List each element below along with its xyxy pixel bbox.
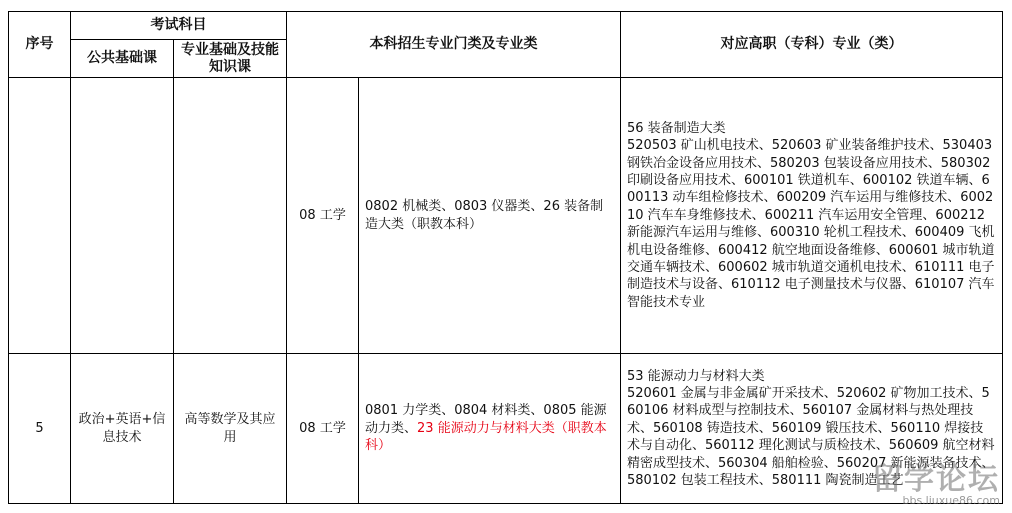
cell-major-class xyxy=(359,354,621,504)
cell-seq: 5 xyxy=(9,354,71,504)
cell-category: 08 工学 xyxy=(287,78,359,354)
admission-table xyxy=(8,11,1003,504)
header-seq: 序号 xyxy=(9,12,71,78)
cell-professional-basic: 高等数学及其应用 xyxy=(174,354,287,504)
major-class-text: 0802 机械类、0803 仪器类、26 装备制造大类（职教本科） xyxy=(365,199,604,232)
major-class-red-text: 23 能源动力与材料大类（职教本科） xyxy=(365,420,607,454)
header-exam-subjects: 考试科目 xyxy=(71,12,287,40)
header-undergrad-major: 本科招生专业门类及专业类 xyxy=(287,12,621,78)
watermark-logo: 留学论坛 xyxy=(872,462,1000,497)
table-row xyxy=(9,354,1003,504)
header-public-basic: 公共基础课 xyxy=(71,40,174,78)
cell-category: 08 工学 xyxy=(287,354,359,504)
header-professional-basic: 专业基础及技能知识课 xyxy=(174,40,287,78)
cell-vocational: 56 装备制造大类 520503 矿山机电技术、520603 矿业装备维护技术、530403 钢铁冶金设备应用技术、580203 包装设备应用技术、580302 印刷设备应用技术、600101 铁道机车、600102 铁道车辆、600113 动车组检修技术、600209 汽车运用与维修技术、600210 汽车车身维修技术、600211 汽车运用安全管理、600212 新能源汽车运用与维修、600310 轮机工程技术、600409 飞机机电设备维修、600412 航空地面设备维修、600601 城市轨道交通车辆技术、600602 城市轨道交通机电技术、610111 电子制造技术与设备、610112 电子测量技术与仪器、610107 汽车智能技术专业 xyxy=(621,78,1003,354)
cell-major-class xyxy=(359,78,621,354)
header-row xyxy=(9,12,1003,40)
header-vocational-major: 对应高职（专科）专业（类） xyxy=(621,12,1003,78)
watermark-url: bbs.liuxue86.com xyxy=(902,494,1000,507)
cell-vocational: 53 能源动力与材料大类 520601 金属与非金属矿开采技术、520602 矿物加工技术、560106 材料成型与控制技术、560107 金属材料与热处理技术、560108 铸造技术、560109 锻压技术、560110 焊接技术与自动化、560112 理化测试与质检技术、560609 航空材料精密成型技术、560304 船舶检验、560207 新能源装备技术、580102 包装工程技术、580111 陶瓷制造工艺 xyxy=(621,354,1003,504)
cell-seq xyxy=(9,78,71,354)
cell-public-basic: 政治+英语+信息技术 xyxy=(71,354,174,504)
table-row xyxy=(9,78,1003,354)
cell-public-basic xyxy=(71,78,174,354)
major-class-text: 0801 力学类、0804 材料类、0805 能源动力类、 xyxy=(365,403,607,436)
cell-professional-basic xyxy=(174,78,287,354)
